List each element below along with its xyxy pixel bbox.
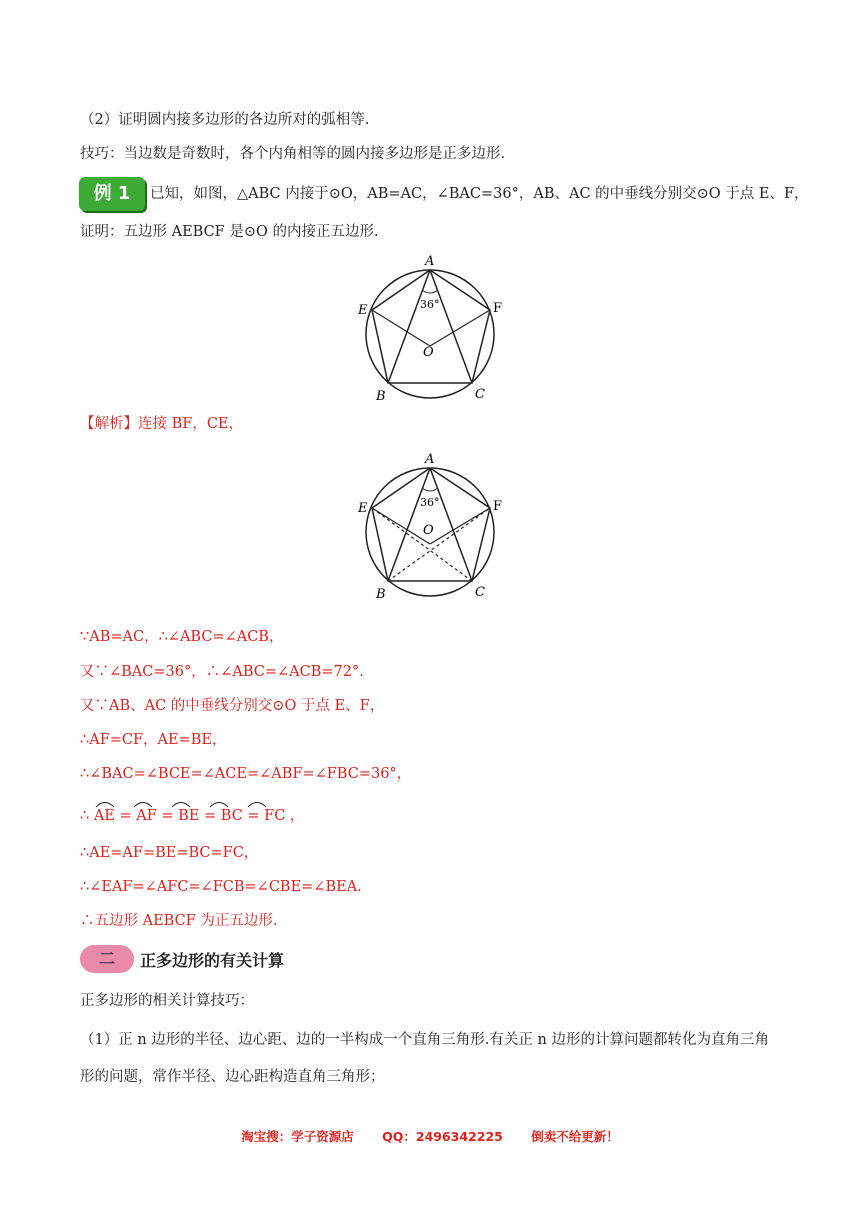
- text-line-1: （2）证明圆内接多边形的各边所对的弧相等.: [80, 112, 370, 128]
- fig1-angle: 36°: [420, 298, 440, 311]
- example-badge: 例 1: [79, 177, 145, 211]
- calc-item-1: （1）正 n 边形的半径、边心距、边的一半构成一个直角三角形.有关正 n 边形的计算问题都转化为直角三角: [80, 1032, 769, 1048]
- text-line-2: 技巧：当边数是奇数时，各个内角相等的圆内接多边形是正多边形.: [80, 146, 506, 162]
- example-statement-2: 证明：五边形 AEBCF 是⊙O 的内接正五边形.: [80, 224, 379, 240]
- fig2-label-o: O: [423, 523, 434, 538]
- page-footer: [0, 1127, 860, 1145]
- fig1-label-c: C: [475, 387, 485, 402]
- solution-step-1: ∵AB=AC，∴∠ABC=∠ACB，: [80, 629, 284, 645]
- fig1-label-o: O: [423, 345, 434, 360]
- fig2-label-b: B: [376, 587, 386, 602]
- footer-note: 倒卖不给更新！: [531, 1129, 619, 1144]
- fig2-label-e: E: [358, 501, 368, 516]
- fig1-label-a: A: [425, 254, 435, 269]
- calc-item-1-cont: 形的问题，常作半径、边心距构造直角三角形；: [80, 1069, 385, 1085]
- calc-intro: 正多边形的相关计算技巧：: [80, 993, 254, 1009]
- section-badge: 二: [80, 945, 134, 973]
- figure-1: [350, 250, 510, 405]
- example-statement: 已知，如图，△ABC 内接于⊙O，AB=AC，∠BAC=36°，AB、AC 的中垂线分别交⊙O 于点 E、F，: [150, 186, 809, 202]
- figure-2: [350, 448, 510, 603]
- section-title: 正多边形的有关计算: [140, 951, 285, 970]
- fig1-label-e: E: [358, 303, 368, 318]
- solution-step-6: ∴ AE = AF = BE = BC = FC ，: [80, 808, 305, 824]
- solution-step-3: 又∵AB、AC 的中垂线分别交⊙O 于点 E、F，: [80, 698, 385, 714]
- solution-step-2: 又∵∠BAC=36°，∴∠ABC=∠ACB=72°.: [80, 664, 364, 680]
- fig2-label-a: A: [425, 452, 435, 467]
- fig2-label-f: F: [493, 499, 503, 514]
- footer-qq: QQ：2496342225: [382, 1129, 503, 1144]
- fig1-label-b: B: [376, 389, 386, 404]
- fig2-angle: 36°: [420, 496, 440, 509]
- solution-step-8: ∴∠EAF=∠AFC=∠FCB=∠CBE=∠BEA.: [80, 879, 362, 895]
- solution-head: 【解析】连接 BF，CE，: [80, 416, 244, 432]
- footer-shop: 淘宝搜：学子资源店: [241, 1129, 354, 1144]
- solution-step-4: ∴AF=CF，AE=BE，: [80, 732, 227, 748]
- solution-step-5: ∴∠BAC=∠BCE=∠ACE=∠ABF=∠FBC=36°，: [80, 766, 412, 782]
- solution-step-7: ∴AE=AF=BE=BC=FC，: [80, 845, 259, 861]
- fig2-label-c: C: [475, 585, 485, 600]
- fig1-label-f: F: [493, 301, 503, 316]
- solution-step-9: ∴五边形 AEBCF 为正五边形.: [80, 913, 278, 929]
